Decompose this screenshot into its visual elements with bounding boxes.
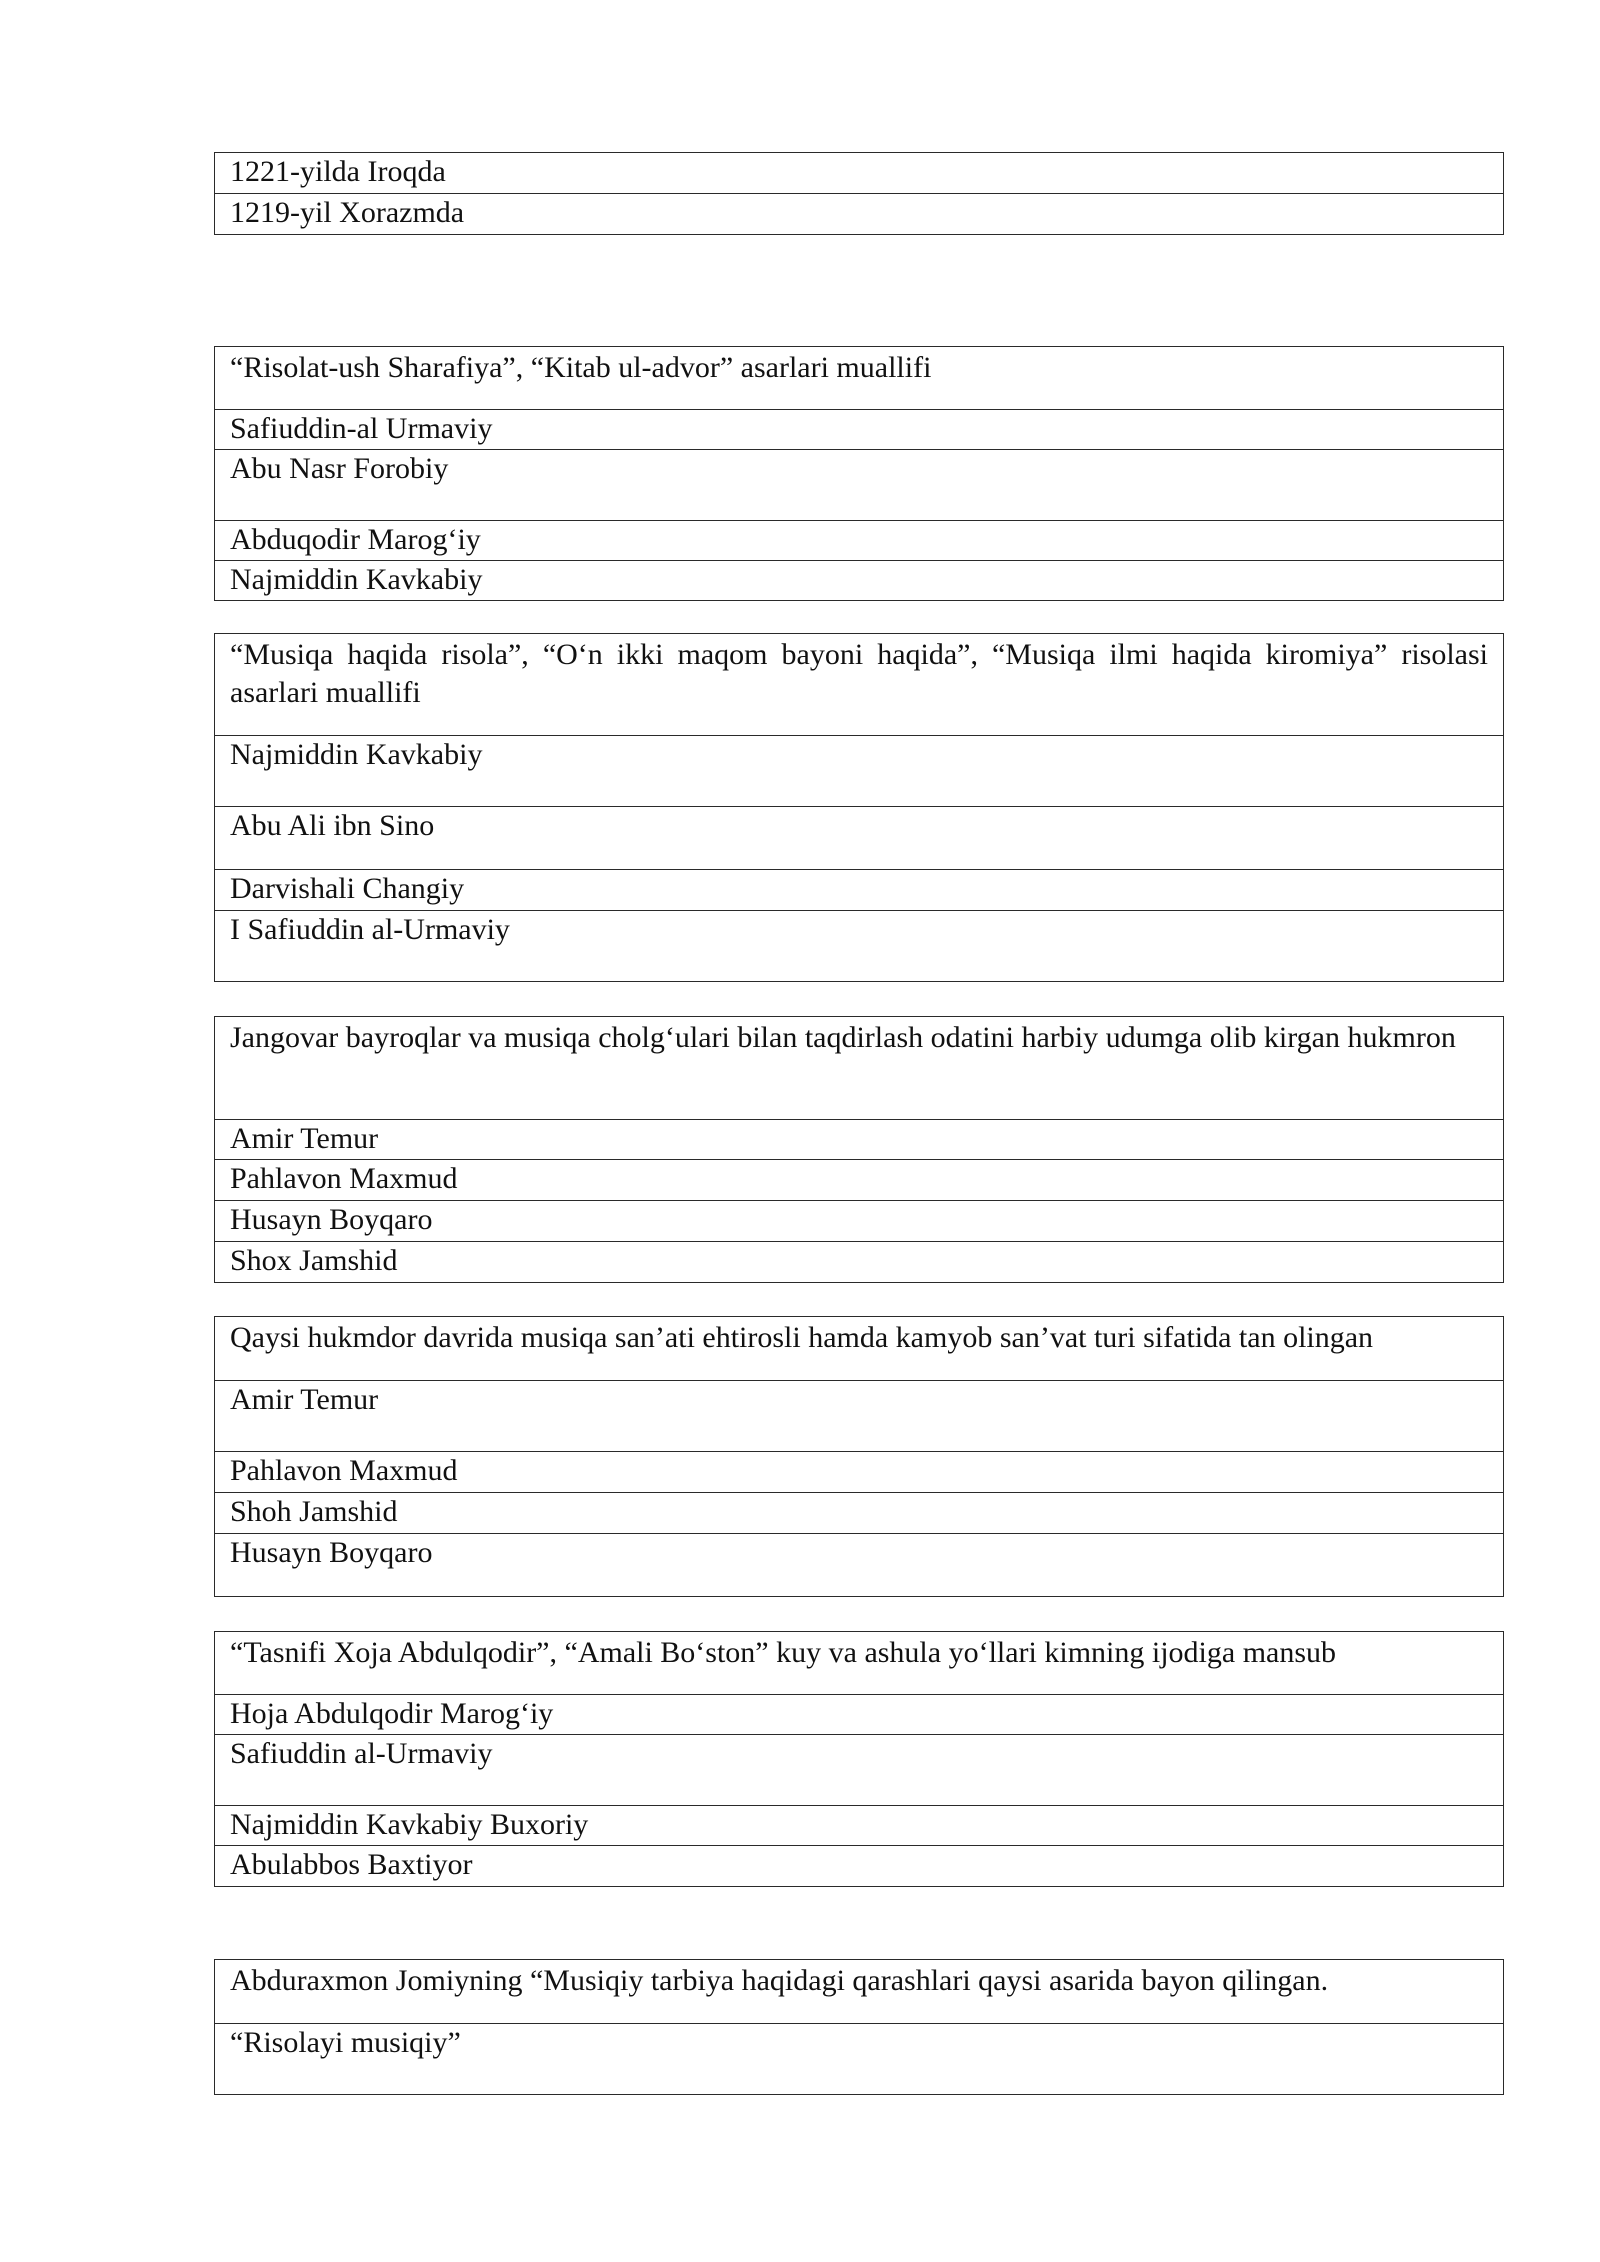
answer-option: Darvishali Changiy — [215, 870, 1504, 911]
question-row — [215, 1017, 1504, 1120]
answer-row — [215, 561, 1504, 601]
answer-row — [215, 911, 1504, 982]
question-text: “Risolat-ush Sharafiya”, “Kitab ul-advor” asarlari muallifi — [215, 347, 1504, 410]
answer-row — [215, 1534, 1504, 1597]
question-text: Qaysi hukmdor davrida musiqa san’ati ehtirosli hamda kamyob san’vat turi sifatida tan olingan — [215, 1317, 1504, 1381]
answer-option: Najmiddin Kavkabiy — [215, 736, 1504, 807]
question-row — [215, 347, 1504, 410]
answer-row — [215, 410, 1504, 450]
question-text: “Tasnifi Xoja Abdulqodir”, “Amali Bo‘ston” kuy va ashula yo‘llari kimning ijodiga mansub — [215, 1632, 1504, 1695]
answer-option: Pahlavon Maxmud — [215, 1452, 1504, 1493]
answer-option: Husayn Boyqaro — [215, 1201, 1504, 1242]
answer-row — [215, 2024, 1504, 2095]
answer-option: Shox Jamshid — [215, 1242, 1504, 1283]
question-text: “Musiqa haqida risola”, “O‘n ikki maqom bayoni haqida”, “Musiqa ilmi haqida kiromiya” risolasi asarlari muallifi — [215, 634, 1504, 736]
answer-row — [215, 1381, 1504, 1452]
answer-row — [215, 1201, 1504, 1242]
answer-option: Abu Nasr Forobiy — [215, 450, 1504, 521]
answer-option: Amir Temur — [215, 1120, 1504, 1160]
question-table — [214, 1959, 1504, 2095]
answer-option: 1221-yilda Iroqda — [215, 153, 1504, 194]
question-row — [215, 1960, 1504, 2024]
answer-row — [215, 736, 1504, 807]
question-table — [214, 152, 1504, 235]
answer-row — [215, 870, 1504, 911]
question-row — [215, 634, 1504, 736]
answer-option: Amir Temur — [215, 1381, 1504, 1452]
question-table — [214, 633, 1504, 982]
answer-option: 1219-yil Xorazmda — [215, 194, 1504, 235]
answer-option: Shoh Jamshid — [215, 1493, 1504, 1534]
answer-row — [215, 153, 1504, 194]
answer-row — [215, 807, 1504, 870]
question-table — [214, 1631, 1504, 1887]
answer-row — [215, 1493, 1504, 1534]
answer-row — [215, 450, 1504, 521]
question-table — [214, 1316, 1504, 1597]
answer-option: Najmiddin Kavkabiy — [215, 561, 1504, 601]
answer-option: Hoja Abdulqodir Marog‘iy — [215, 1695, 1504, 1735]
answer-row — [215, 1242, 1504, 1283]
answer-row — [215, 1846, 1504, 1887]
answer-row — [215, 194, 1504, 235]
question-table — [214, 346, 1504, 601]
question-table — [214, 1016, 1504, 1283]
question-row — [215, 1317, 1504, 1381]
answer-row — [215, 1160, 1504, 1201]
answer-option: “Risolayi musiqiy” — [215, 2024, 1504, 2095]
question-text: Abduraxmon Jomiyning “Musiqiy tarbiya haqidagi qarashlari qaysi asarida bayon qilingan. — [215, 1960, 1504, 2024]
answer-option: Husayn Boyqaro — [215, 1534, 1504, 1597]
answer-option: Abulabbos Baxtiyor — [215, 1846, 1504, 1887]
answer-option: I Safiuddin al-Urmaviy — [215, 911, 1504, 982]
question-text: Jangovar bayroqlar va musiqa cholg‘ulari bilan taqdirlash odatini harbiy udumga olib kirgan hukmron — [215, 1017, 1504, 1120]
answer-option: Safiuddin-al Urmaviy — [215, 410, 1504, 450]
answer-option: Safiuddin al-Urmaviy — [215, 1735, 1504, 1806]
answer-option: Abduqodir Marog‘iy — [215, 521, 1504, 561]
answer-row — [215, 1120, 1504, 1160]
answer-option: Abu Ali ibn Sino — [215, 807, 1504, 870]
answer-option: Najmiddin Kavkabiy Buxoriy — [215, 1806, 1504, 1846]
answer-row — [215, 1735, 1504, 1806]
answer-option: Pahlavon Maxmud — [215, 1160, 1504, 1201]
question-row — [215, 1632, 1504, 1695]
answer-row — [215, 521, 1504, 561]
answer-row — [215, 1452, 1504, 1493]
answer-row — [215, 1695, 1504, 1735]
answer-row — [215, 1806, 1504, 1846]
